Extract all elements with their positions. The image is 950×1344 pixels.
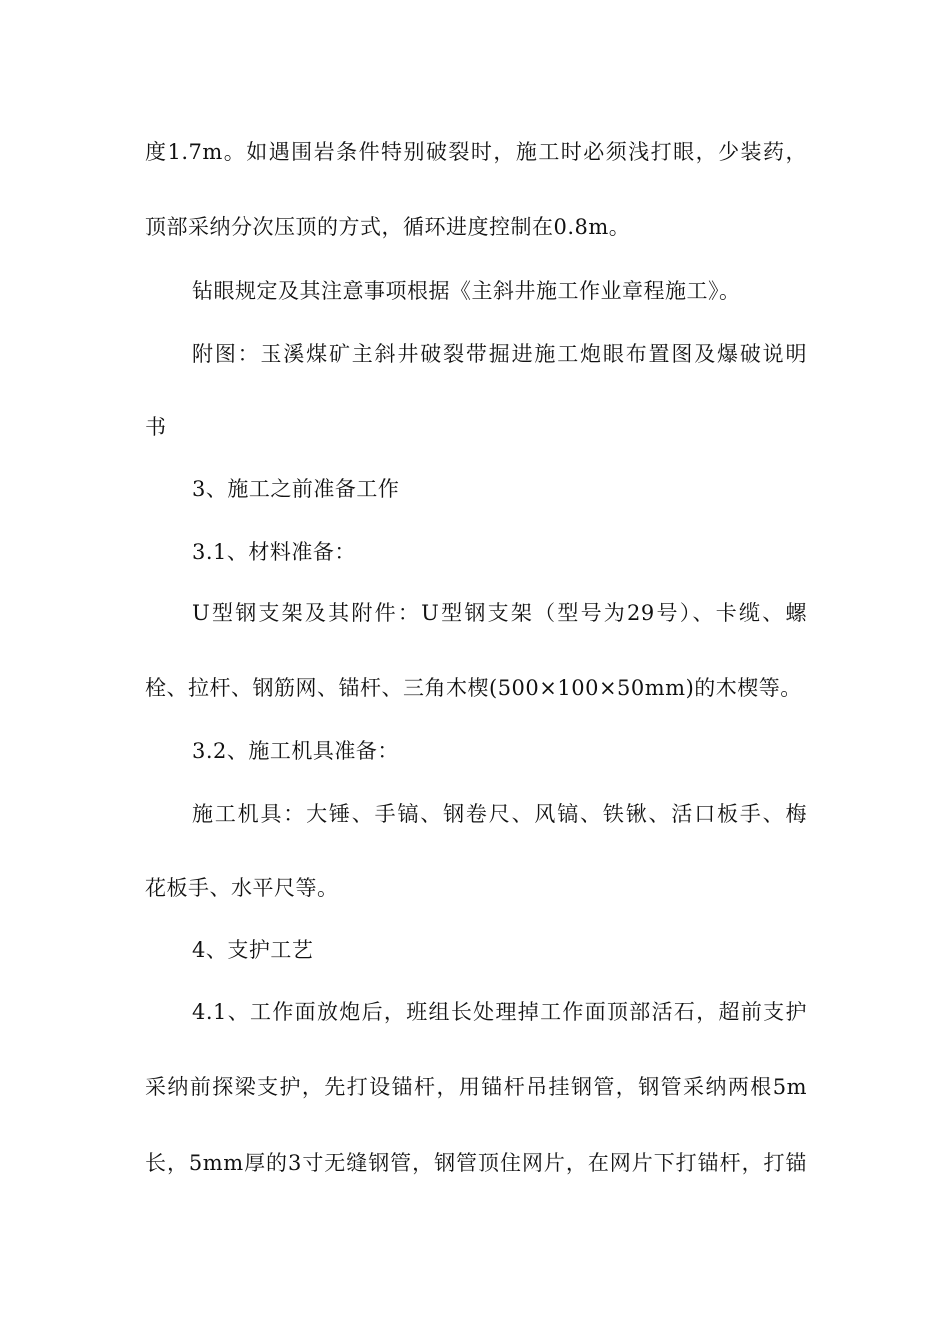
text-line-2: 顶部采纳分次压顶的方式，循环进度控制在0.8m。 bbox=[145, 215, 631, 239]
text-line-15: 采纳前探梁支护，先打设锚杆，用锚杆吊挂钢管，钢管采纳两根5m bbox=[145, 1075, 807, 1099]
text-line-8: U型钢支架及其附件：U型钢支架（型号为29号）、卡缆、螺 bbox=[192, 601, 807, 625]
text-line-11: 施工机具：大锤、手镐、钢卷尺、风镐、铁锹、活口板手、梅 bbox=[192, 802, 807, 826]
text-line-9: 栓、拉杆、钢筋网、锚杆、三角木楔(500×100×50mm)的木楔等。 bbox=[145, 676, 802, 700]
text-line-14: 4.1、工作面放炮后，班组长处理掉工作面顶部活石，超前支护 bbox=[192, 1000, 807, 1024]
text-line-3: 钻眼规定及其注意事项根据《主斜井施工作业章程施工》。 bbox=[192, 279, 741, 303]
text-line-5: 书 bbox=[145, 415, 167, 439]
text-line-12: 花板手、水平尺等。 bbox=[145, 876, 339, 900]
text-line-4: 附图：玉溪煤矿主斜井破裂带掘进施工炮眼布置图及爆破说明 bbox=[192, 342, 807, 366]
subsection-heading-3-1: 3.1、材料准备： bbox=[192, 540, 356, 564]
section-heading-3: 3、施工之前准备工作 bbox=[192, 477, 400, 501]
text-line-16: 长，5mm厚的3寸无缝钢管，钢管顶住网片，在网片下打锚杆，打锚 bbox=[145, 1151, 807, 1175]
text-line-1: 度1.7m。如遇围岩条件特别破裂时，施工时必须浅打眼，少装药， bbox=[145, 140, 807, 164]
section-heading-4: 4、支护工艺 bbox=[192, 938, 314, 962]
subsection-heading-3-2: 3.2、施工机具准备： bbox=[192, 739, 399, 763]
